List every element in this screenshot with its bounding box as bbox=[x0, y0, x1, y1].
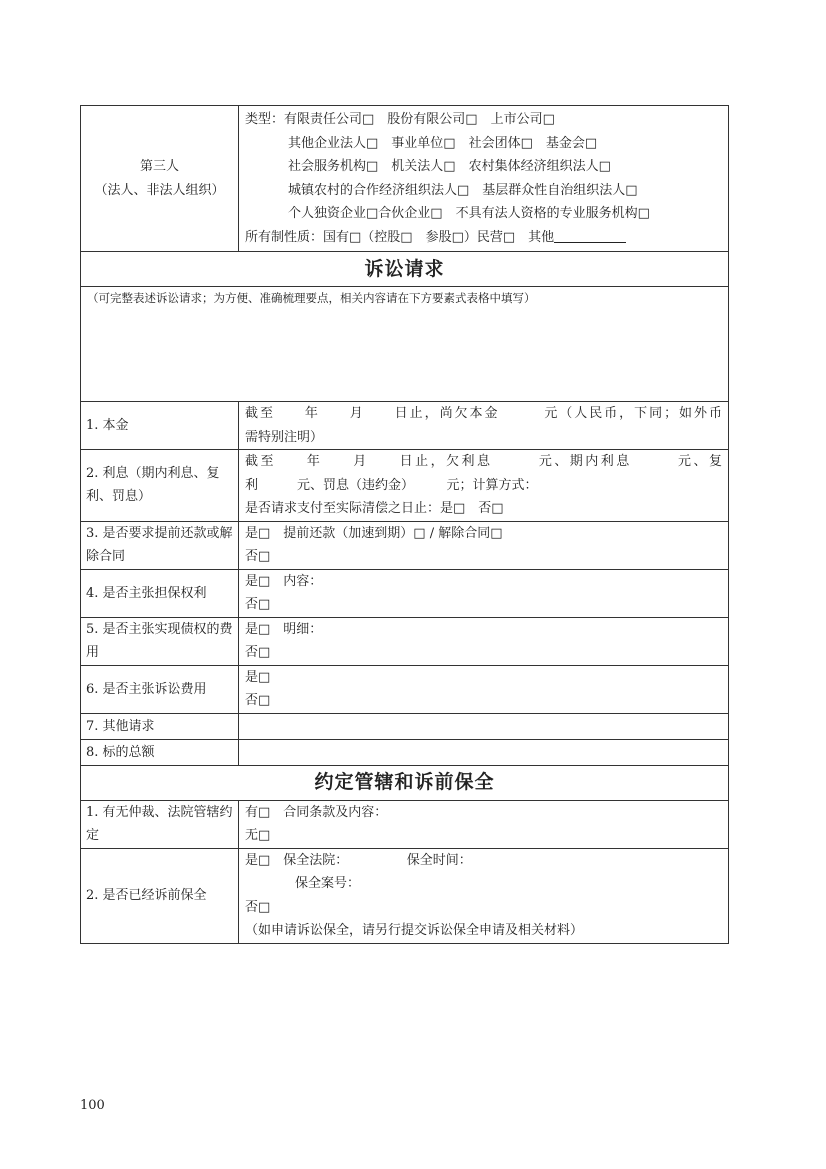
third-party-sublabel: （法人、非法人组织） bbox=[94, 182, 225, 198]
jurisdiction-row bbox=[81, 800, 729, 848]
guarantee-yes-option[interactable]: 是□ 内容： bbox=[245, 573, 323, 589]
early-repayment-value-cell[interactable] bbox=[239, 521, 729, 569]
total-amount-label: 8. 标的总额 bbox=[81, 739, 239, 765]
guarantee-value-cell[interactable] bbox=[239, 569, 729, 617]
type-line: 城镇农村的合作经济组织法人□ 基层群众性自治组织法人□ bbox=[288, 182, 638, 198]
third-party-row bbox=[81, 106, 729, 252]
early-repayment-label: 3. 是否要求提前还款或解除合同 bbox=[81, 521, 239, 569]
claim-cost-yes-option[interactable]: 是□ 明细： bbox=[245, 621, 323, 637]
section-header-row bbox=[81, 765, 729, 800]
preservation-row bbox=[81, 848, 729, 943]
litigation-cost-label: 6. 是否主张诉讼费用 bbox=[81, 665, 239, 713]
preservation-note: （如申请诉讼保全，请另行提交诉讼保全申请及相关材料） bbox=[245, 923, 584, 938]
litigation-cost-row bbox=[81, 665, 729, 713]
principal-row bbox=[81, 402, 729, 450]
third-party-label-cell bbox=[81, 106, 239, 252]
total-amount-value-cell[interactable] bbox=[239, 739, 729, 765]
claims-description[interactable]: （可完整表述诉讼请求；为方便、准确梳理要点，相关内容请在下方要素式表格中填写） bbox=[81, 287, 729, 402]
other-claims-value-cell[interactable] bbox=[239, 713, 729, 739]
claim-cost-label: 5. 是否主张实现债权的费用 bbox=[81, 617, 239, 665]
type-line: 其他企业法人□ 事业单位□ 社会团体□ 基金会□ bbox=[288, 135, 598, 151]
principal-line: 需特别注明） bbox=[245, 429, 324, 445]
claim-cost-no-option[interactable]: 否□ bbox=[245, 645, 271, 660]
ownership-text: 所有制性质：国有□（控股□ 参股□）民营□ 其他 bbox=[245, 229, 555, 245]
other-claims-row bbox=[81, 713, 729, 739]
principal-label: 1. 本金 bbox=[81, 402, 239, 450]
section-title-claims: 诉讼请求 bbox=[81, 252, 729, 287]
litigation-cost-no-option[interactable]: 否□ bbox=[245, 693, 271, 708]
preservation-value-cell[interactable] bbox=[239, 848, 729, 943]
type-line: 社会服务机构□ 机关法人□ 农村集体经济组织法人□ bbox=[288, 159, 611, 174]
jurisdiction-yes-option[interactable]: 有□ 合同条款及内容： bbox=[245, 804, 388, 820]
ownership-line bbox=[245, 226, 722, 250]
preservation-case-number: 保全案号： bbox=[295, 876, 361, 891]
third-party-type-cell bbox=[239, 106, 729, 252]
guarantee-label: 4. 是否主张担保权利 bbox=[81, 569, 239, 617]
jurisdiction-value-cell[interactable] bbox=[239, 800, 729, 848]
guarantee-no-option[interactable]: 否□ bbox=[245, 597, 271, 612]
principal-line: 截至 年 月 日止，尚欠本金 元（人民币，下同；如外币 bbox=[245, 406, 722, 421]
litigation-form-table bbox=[80, 105, 729, 944]
early-repayment-no-option[interactable]: 否□ bbox=[245, 549, 271, 564]
other-claims-label: 7. 其他请求 bbox=[81, 713, 239, 739]
section-header-row bbox=[81, 252, 729, 287]
litigation-cost-yes-option[interactable]: 是□ bbox=[245, 669, 271, 685]
early-repayment-yes-option[interactable]: 是□ 提前还款（加速到期）□ / 解除合同□ bbox=[245, 525, 503, 541]
third-party-label: 第三人 bbox=[139, 159, 179, 174]
interest-row bbox=[81, 450, 729, 522]
interest-line: 利 元、罚息（违约金） 元；计算方式： bbox=[245, 477, 538, 493]
interest-label: 2. 利息（期内利息、复利、罚息） bbox=[81, 450, 239, 522]
type-line: 类型：有限责任公司□ 股份有限公司□ 上市公司□ bbox=[245, 112, 555, 127]
claims-description-row bbox=[81, 287, 729, 402]
claim-cost-row bbox=[81, 617, 729, 665]
preservation-label: 2. 是否已经诉前保全 bbox=[81, 848, 239, 943]
preservation-yes-option[interactable]: 是□ 保全法院： 保全时间： bbox=[245, 852, 472, 868]
interest-value-cell[interactable] bbox=[239, 450, 729, 522]
claim-cost-value-cell[interactable] bbox=[239, 617, 729, 665]
page-number: 100 bbox=[80, 1098, 105, 1113]
type-line: 个人独资企业□合伙企业□ 不具有法人资格的专业服务机构□ bbox=[288, 206, 650, 221]
total-amount-row bbox=[81, 739, 729, 765]
guarantee-row bbox=[81, 569, 729, 617]
principal-value-cell[interactable] bbox=[239, 402, 729, 450]
early-repayment-row bbox=[81, 521, 729, 569]
other-blank-line[interactable] bbox=[554, 228, 626, 243]
interest-line: 是否请求支付至实际清偿之日止：是□ 否□ bbox=[245, 501, 504, 516]
section-title-jurisdiction: 约定管辖和诉前保全 bbox=[81, 765, 729, 800]
litigation-cost-value-cell[interactable] bbox=[239, 665, 729, 713]
jurisdiction-label: 1. 有无仲裁、法院管辖约定 bbox=[81, 800, 239, 848]
jurisdiction-no-option[interactable]: 无□ bbox=[245, 828, 271, 843]
preservation-no-option[interactable]: 否□ bbox=[245, 899, 271, 915]
interest-line: 截至 年 月 日止，欠利息 元、期内利息 元、复 bbox=[245, 454, 722, 469]
